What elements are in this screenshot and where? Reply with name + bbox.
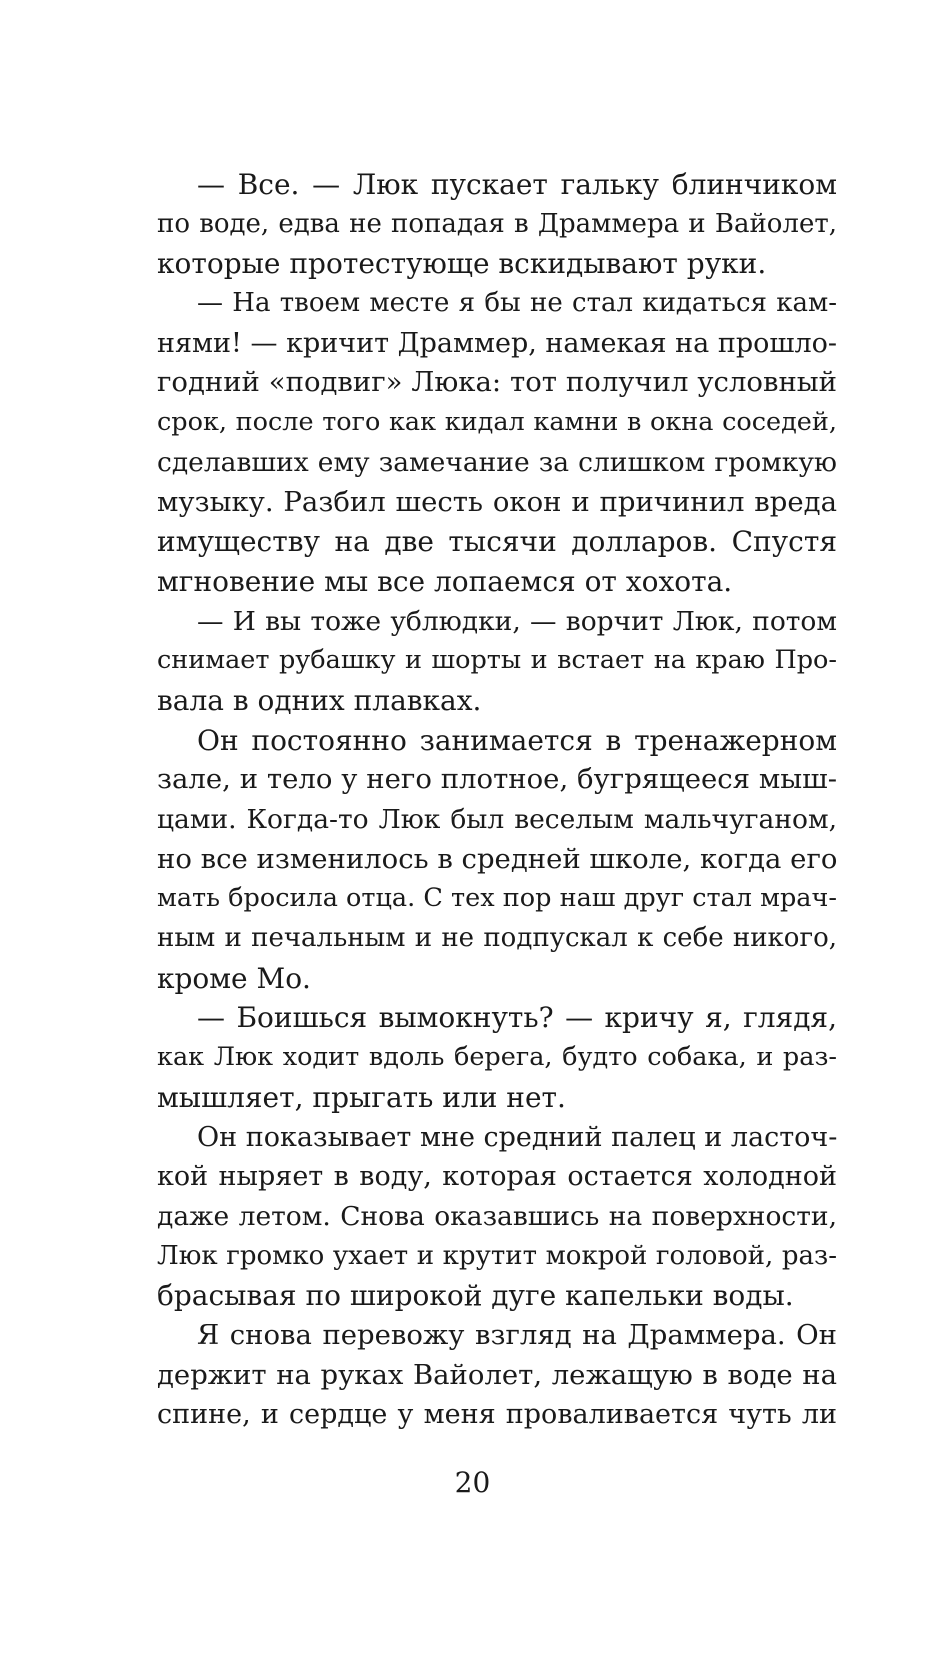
text-line: которые протестующе вскидывают руки.	[157, 247, 767, 281]
text-line: — На твоем месте я бы не стал кидаться кам-	[197, 288, 837, 319]
text-line: мышляет, прыгать или нет.	[157, 1080, 566, 1114]
text-line: зале, и тело у него плотное, бугрящееся мыш-	[157, 763, 837, 796]
text-line: Он показывает мне средний палец и ласточ-	[197, 1121, 837, 1153]
text-line: кой ныряет в воду, которая остается холодной	[157, 1161, 837, 1193]
text-line: цами. Когда-то Люк был веселым мальчуганом,	[157, 804, 837, 835]
text-line: Люк громко ухает и крутит мокрой головой, раз-	[157, 1240, 837, 1271]
text-line: — И вы тоже ублюдки, — ворчит Люк, потом	[197, 605, 837, 637]
text-line: брасывая по широкой дуге капельки воды.	[157, 1279, 794, 1313]
text-line: Он постоянно занимается в тренажерном	[197, 723, 837, 757]
text-line: даже летом. Снова оказавшись на поверхности,	[157, 1200, 837, 1232]
text-line: Я снова перевожу взгляд на Драммера. Он	[197, 1318, 837, 1351]
text-line: мгновение мы все лопаемся от хохота.	[157, 564, 733, 598]
text-line: мать бросила отца. С тех пор наш друг стал мрач-	[157, 883, 837, 914]
text-line: — Все. — Люк пускает гальку блинчиком	[197, 168, 837, 201]
text-line: музыку. Разбил шесть окон и причинил вреда	[157, 485, 837, 518]
text-line: кроме Мо.	[157, 961, 311, 995]
text-line: по воде, едва не попадая в Драммера и Вайолет,	[157, 208, 837, 239]
page-number: 20	[454, 1466, 491, 1499]
text-line: имуществу на две тысячи долларов. Спустя	[157, 525, 837, 559]
text-line: держит на руках Вайолет, лежащую в воде на	[157, 1358, 837, 1391]
text-line: ным и печальным и не подпускал к себе никого,	[157, 923, 837, 954]
text-line: — Боишься вымокнуть? — кричу я, глядя,	[197, 1001, 837, 1035]
text-line: сделавших ему замечание за слишком громкую	[157, 446, 837, 478]
text-line: срок, после того как кидал камни в окна соседей,	[157, 407, 837, 438]
text-line: как Люк ходит вдоль берега, будто собака, и раз-	[157, 1042, 837, 1073]
text-line: годний «подвиг» Люка: тот получил условный	[157, 366, 837, 399]
text-line: снимает рубашку и шорты и встает на краю Про-	[157, 645, 837, 676]
body-text	[157, 165, 837, 1435]
text-line: спине, и сердце у меня проваливается чуть ли	[157, 1399, 837, 1431]
text-line: нями! — кричит Драммер, намекая на прошло-	[157, 327, 837, 359]
text-line: вала в одних плавках.	[157, 683, 482, 717]
text-line: но все изменилось в средней школе, когда его	[157, 842, 837, 875]
